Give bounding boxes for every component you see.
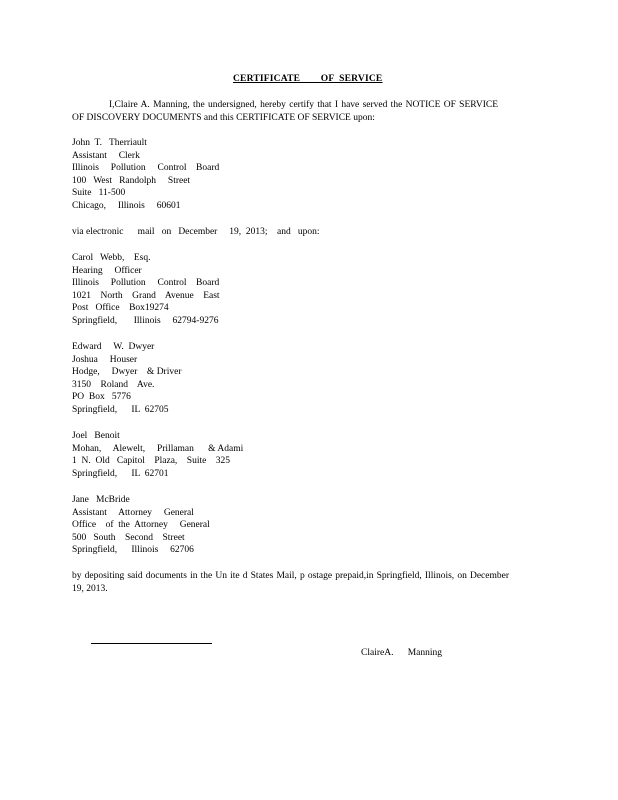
address-line: 1 N. Old Capitol Plaza, Suite 325 [72,456,231,467]
address-line: Carol Webb, Esq. [72,253,151,263]
address-line: Suite 11-500 [72,188,126,199]
address-line: Hearing Officer [72,265,142,276]
address-line: Joel Benoit [72,431,120,441]
intro-paragraph [72,99,498,124]
signatory-name: ClaireA. Manning [361,648,443,658]
address-line: Springfield, Illinois 62706 [72,545,194,556]
recipient-block-webb [72,252,512,328]
address-line: Hodge, Dwyer & Driver [72,367,182,378]
address-line: 100 West Randolph Street [72,175,191,186]
address-line: Springfield, IL 62705 [72,404,169,415]
closing-paragraph: by depositing said documents in the Un ite d States Mail, p ostage prepaid,in Springfield, Illinois, on December 19, 2013. [72,571,509,594]
address-line: John T. Therriault [72,138,147,148]
service-method-line: via electronic mail on December 19, 2013; and upon: [72,227,320,237]
document-title: CERTIFICATE OF SERVICE [233,74,383,84]
address-line: Illinois Pollution Control Board [72,163,220,174]
recipient-block-benoit [72,430,512,480]
address-line: Illinois Pollution Control Board [72,278,220,289]
signature-line [91,643,212,644]
address-line: Jane McBride [72,495,130,505]
intro-text: I,Claire A. Manning, the undersigned, hereby certify that I have served the NOTICE OF SERVICE OF DISCOVERY DOCUMENTS and this CERTIFICATE OF SERVICE upon: [72,100,498,123]
address-line: Springfield, IL 62701 [72,468,169,479]
address-line: 3150 Roland Ave. [72,379,155,390]
address-line: Assistant Clerk [72,150,140,161]
address-line: PO Box 5776 [72,392,131,403]
recipient-block-therriault [72,137,512,213]
address-line: Mohan, Alewelt, Prillaman & Adami [72,443,244,454]
address-line: Office of the Attorney General [72,520,210,531]
address-line: Post Office Box19274 [72,303,169,314]
recipient-block-mcbride [72,494,512,557]
address-line: Assistant Attorney General [72,507,194,518]
address-line: Joshua Houser [72,354,138,365]
recipient-block-dwyer [72,341,512,417]
address-line: Chicago, Illinois 60601 [72,200,181,211]
address-line: Springfield, Illinois 62794-9276 [72,315,219,326]
address-line: 1021 North Grand Avenue East [72,290,220,301]
address-line: 500 South Second Street [72,532,185,543]
address-line: Edward W. Dwyer [72,342,155,352]
